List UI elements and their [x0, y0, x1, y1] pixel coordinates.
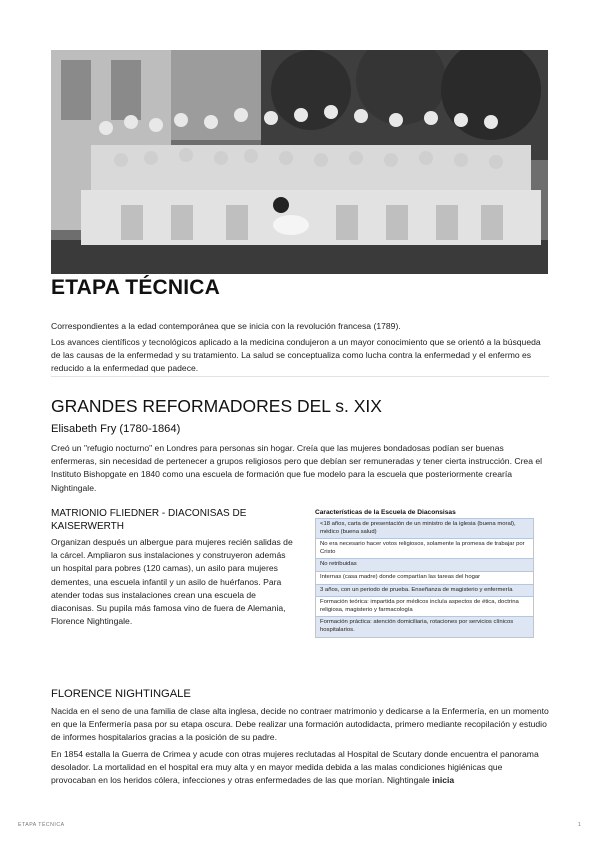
fliedner-paragraph: Organizan después un albergue para mujeres recién salidas de la cárcel. Ampliaron sus instalaciones y construyeron además un hospital para pobres (120 camas), un asilo para mujeres dementes, una escuela infantil y un asilo de huérfanos. Para atender todas sus instalaciones crean una escuela de diaconisas. Su pupila más famosa vino de fuera de Alemania, Florence Nightingale.	[51, 537, 293, 627]
table-row	[316, 571, 534, 584]
nightingale-heading: FLORENCE NIGHTINGALE	[51, 688, 191, 700]
table-cell: Internas (casa madre) donde compartían las tareas del hogar	[316, 571, 534, 584]
table-row	[316, 539, 534, 559]
table-cell: No retribuidas	[316, 559, 534, 572]
fliedner-heading: MATRIONIO FLIEDNER - DIACONISAS DE KAISERWERTH	[51, 508, 247, 532]
table-row	[316, 617, 534, 637]
nightingale-paragraph-2-text: En 1854 estalla la Guerra de Crimea y acude con otras mujeres reclutadas al Hospital de Scutary donde encuentra el panorama desolador. La mortalidad en el hospital era muy alta y en mayor medida debida a las malas condiciones higiénicas que provocaban en los heridos cólera, infecciones y otras enfermedades de las que morían. Nightingale	[51, 749, 539, 786]
table-row	[316, 597, 534, 617]
fry-paragraph: Creó un "refugio nocturno" en Londres para personas sin hogar. Creía que las mujeres bondadosas podían ser buenas enfermeras, sin necesidad de pertenecer a grupos religiosos pero que debían ser remuneradas y tener cierta instrucción. Crea el Instituto Bishopgate en 1840 como una escuela de formación que fue modelo para la escuela que posteriormente crearía Nightingale.	[51, 443, 543, 493]
table-row	[316, 519, 534, 539]
diaconisas-table	[315, 518, 534, 638]
table-cell: Formación teórica: impartida por médicos incluía aspectos de ética, doctrina religiosa, magisterio y farmacología	[316, 597, 534, 617]
nightingale-paragraph-1: Nacida en el seno de una familia de clase alta inglesa, decide no contraer matrimonio y dedicarse a la Enfermería, en un momento en que la Enfermería pasa por su etapa oscura. Debe realizar una formación autodidacta, primero mediante recopilación y estudio de informes hospitalarios gracias a la posición de su padre.	[51, 706, 549, 743]
intro-paragraph-1: Correspondientes a la edad contemporánea que se inicia con la revolución francesa (1789).	[51, 321, 401, 331]
nightingale-paragraph-2-bold: inicia	[432, 775, 455, 786]
table-cell: No era necesario hacer votos religiosos, solamente la promesa de trabajar por Cristo	[316, 539, 534, 559]
page-number: 1	[578, 822, 581, 828]
section-divider	[51, 376, 549, 377]
nightingale-paragraph-2	[51, 748, 549, 788]
intro-paragraph-2: Los avances científicos y tecnológicos aplicado a la medicina condujeron a un mayor conocimiento que se orientó a la búsqueda de las causas de la enfermedad y su tratamiento. La salud se conceptualiza como lucha contra la enfermedad y el enfermo es reducido a la enfermedad que padece.	[51, 337, 541, 374]
table-row	[316, 584, 534, 597]
table-cell: Formación práctica: atención domiciliaria, rotaciones por servicios clínicos hospitalarios.	[316, 617, 534, 637]
page-title: ETAPA TÉCNICA	[51, 276, 221, 299]
table-cell: <18 años, carta de presentación de un ministro de la iglesia (buena moral), médico (buena salud)	[316, 519, 534, 539]
historical-nurses-photo	[51, 50, 548, 274]
table-cell: 3 años, con un periodo de prueba. Enseñanza de magisterio y enfermería	[316, 584, 534, 597]
section-title: GRANDES REFORMADORES DEL s. XIX	[51, 396, 382, 416]
table-title: Características de la Escuela de Diaconsisas	[315, 509, 456, 516]
fry-heading: Elisabeth Fry (1780-1864)	[51, 423, 181, 435]
table-row	[316, 559, 534, 572]
group-photo-illustration	[51, 50, 548, 274]
footer-label: ETAPA TÉCNICA	[18, 822, 65, 828]
